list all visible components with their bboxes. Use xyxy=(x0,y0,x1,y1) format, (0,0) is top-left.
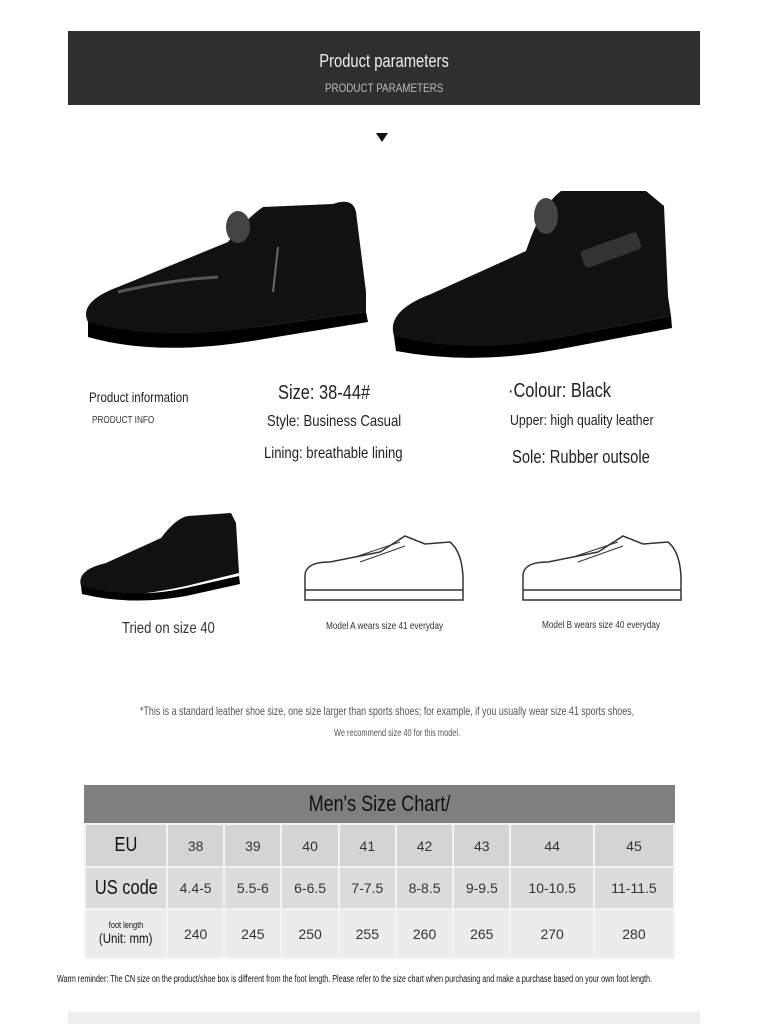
table-cell: 8-8.5 xyxy=(396,867,453,909)
table-row xyxy=(85,824,674,867)
table-row xyxy=(85,909,674,958)
table-cell: 265 xyxy=(453,909,510,958)
size-chart-title: Men's Size Chart/ xyxy=(84,785,675,823)
table-row xyxy=(85,867,674,909)
table-cell: 42 xyxy=(396,824,453,867)
banner-title: Product parameters xyxy=(319,51,449,71)
table-cell: 270 xyxy=(510,909,594,958)
product-info-heading: Product information xyxy=(89,389,189,405)
row-label: US code xyxy=(85,867,167,909)
down-arrow-icon xyxy=(376,133,388,142)
table-cell: 9-9.5 xyxy=(453,867,510,909)
table-cell: 250 xyxy=(281,909,338,958)
table-cell: 260 xyxy=(396,909,453,958)
banner-subtitle: PRODUCT PARAMETERS xyxy=(324,81,444,95)
style: Style: Business Casual xyxy=(267,413,402,430)
row-label xyxy=(85,909,167,958)
table-cell: 38 xyxy=(167,824,224,867)
table-cell: 7-7.5 xyxy=(339,867,396,909)
sneaker-outline-a xyxy=(300,532,468,604)
table-cell: 6-6.5 xyxy=(281,867,338,909)
shoe-image-small xyxy=(76,508,244,604)
table-cell: 11-11.5 xyxy=(594,867,674,909)
size-chart-table xyxy=(84,823,675,959)
table-cell: 43 xyxy=(453,824,510,867)
table-cell: 245 xyxy=(224,909,281,958)
warm-reminder: Warm reminder: The CN size on the product/shoe box is different from the foot length. Please refer to the size chart when purchasing and make a purchase based on your own foot length. xyxy=(57,974,653,985)
table-cell: 4.4-5 xyxy=(167,867,224,909)
table-cell: 40 xyxy=(281,824,338,867)
table-cell: 39 xyxy=(224,824,281,867)
table-cell: 280 xyxy=(594,909,674,958)
size-note: *This is a standard leather shoe size, one size larger than sports shoes; for example, if you usually wear size 41 sports shoes, xyxy=(140,704,635,718)
row-label: EU xyxy=(85,824,167,867)
shoe-image-buckle xyxy=(386,186,676,368)
size-recommendation: We recommend size 40 for this model. xyxy=(334,728,461,739)
size-chart xyxy=(84,785,675,957)
table-cell: 255 xyxy=(339,909,396,958)
size-range: Size: 38-44# xyxy=(278,382,371,404)
product-info-subheading: PRODUCT INFO xyxy=(92,415,155,426)
bottom-banner xyxy=(68,1012,700,1024)
product-parameters-banner xyxy=(68,31,700,105)
table-cell: 5.5-6 xyxy=(224,867,281,909)
row-label-unit: (Unit: mm) xyxy=(99,929,153,946)
colour: ·Colour: Black xyxy=(508,380,611,402)
table-cell: 41 xyxy=(339,824,396,867)
model-b-caption: Model B wears size 40 everyday xyxy=(542,620,661,631)
shoe-image-zipper xyxy=(78,192,373,362)
table-cell: 45 xyxy=(594,824,674,867)
upper-material: Upper: high quality leather xyxy=(510,412,654,429)
table-cell: 44 xyxy=(510,824,594,867)
model-a-caption: Model A wears size 41 everyday xyxy=(326,621,444,632)
table-cell: 10-10.5 xyxy=(510,867,594,909)
sneaker-outline-b xyxy=(518,532,686,604)
row-label-small: foot length xyxy=(108,919,144,930)
lining: Lining: breathable lining xyxy=(264,445,403,462)
table-cell: 240 xyxy=(167,909,224,958)
tried-on-caption: Tried on size 40 xyxy=(122,620,215,637)
sole: Sole: Rubber outsole xyxy=(512,447,650,467)
